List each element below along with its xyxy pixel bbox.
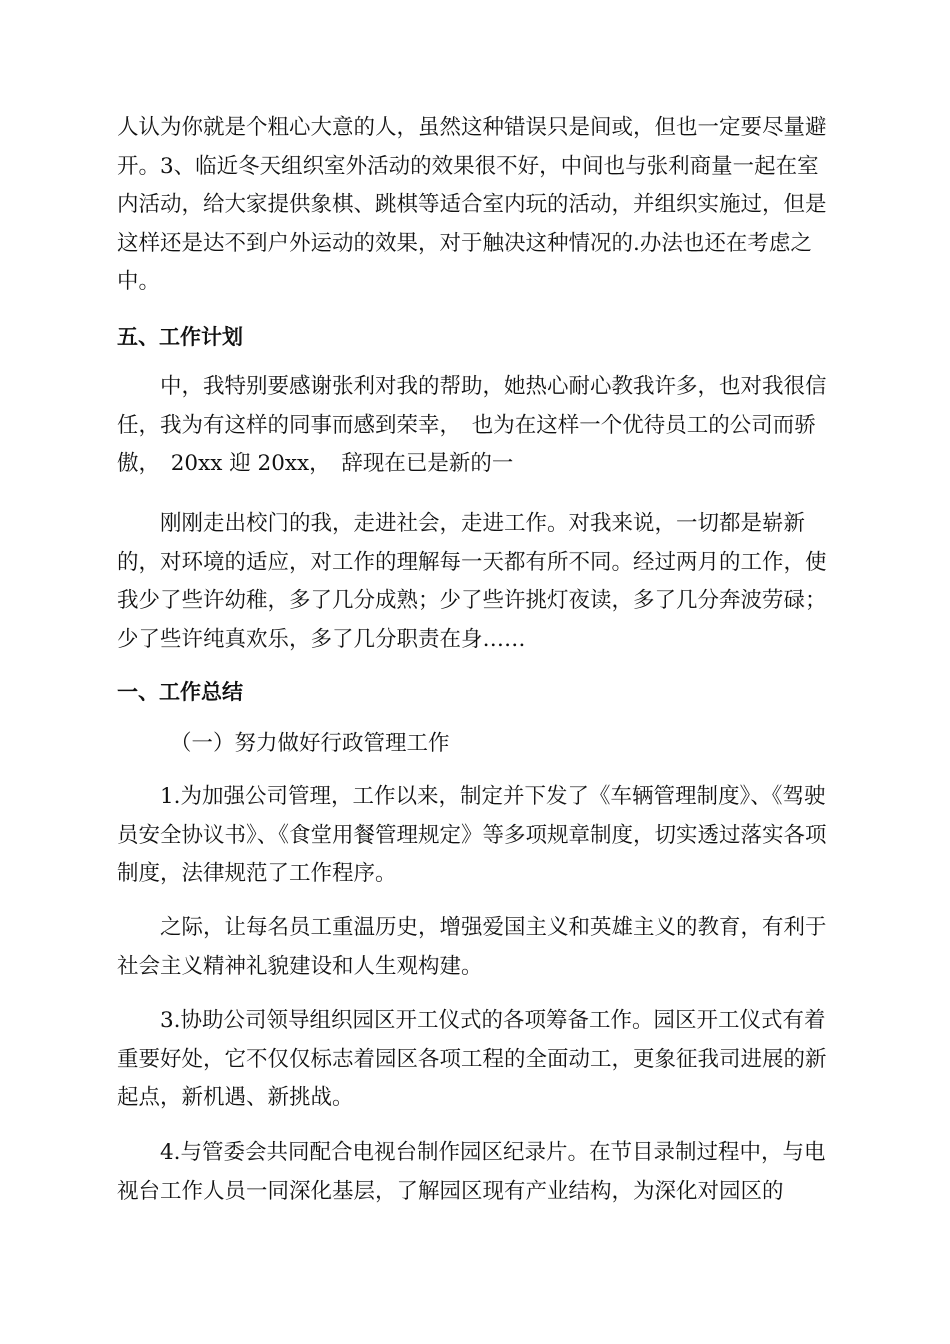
subheading-admin: （一）努力做好行政管理工作	[170, 731, 450, 756]
heading-work-summary: 一、工作总结	[117, 680, 243, 704]
paragraph-item-1: 1.为加强公司管理，工作以来，制定并下发了《车辆管理制度》、《驾驶员安全协议书》、《食堂用餐管理规定》等多项规章制度，切实透过落实各项制度，法律规范了工作程序。	[117, 784, 827, 886]
paragraph-continuation: 人认为你就是个粗心大意的人，虽然这种错误只是间或，但也一定要尽量避开。3、临近冬天组织室外活动的效果很不好，中间也与张利商量一起在室内活动，给大家提供象棋、跳棋等适合室内玩的活动，并组织实施过，但是这样还是达不到户外运动的效果，对于触决这种情况的.办法也还在考虑之中。	[117, 115, 827, 294]
paragraph-item-3: 3.协助公司领导组织园区开工仪式的各项筹备工作。园区开工仪式有着重要好处，它不仅仅标志着园区各项工程的全面动工，更象征我司进展的新起点，新机遇、新挑战。	[117, 1008, 827, 1110]
paragraph-thanks: 中，我特别要感谢张利对我的帮助，她热心耐心教我许多，也对我很信 任，我为有这样的同事而感到荣幸， 也为在这样一个优待员工的公司而骄傲， 20xx 迎 20xx， 辞现在已是新的一	[117, 374, 849, 476]
paragraph-item-4: 4.与管委会共同配合电视台制作园区纪录片。在节目录制过程中，与电视台工作人员一同深化基层，了解园区现有产业结构，为深化对园区的	[117, 1140, 826, 1204]
heading-work-plan: 五、工作计划	[117, 325, 243, 349]
paragraph-new-start: 刚刚走出校门的我，走进社会，走进工作。对我来说，一切都是崭新的，对环境的适应，对工作的理解每一天都有所不同。经过两月的工作，使我少了些许幼稚，多了几分成熟；少了些许挑灯夜读，多了几分奔波劳碌；少了些许纯真欢乐，多了几分职责在身……	[117, 511, 827, 652]
paragraph-item-2: 之际，让每名员工重温历史，增强爱国主义和英雄主义的教育，有利于社会主义精神礼貌建设和人生观构建。	[117, 915, 827, 979]
